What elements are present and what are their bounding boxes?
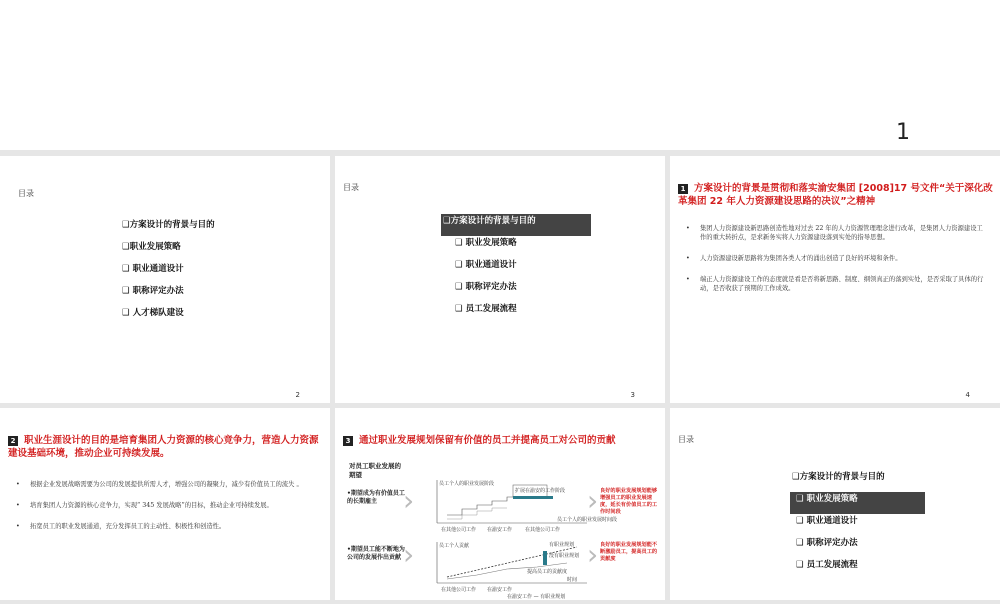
toc-item: ❑方案设计的背景与目的 bbox=[122, 220, 215, 230]
toc-title: 目录 bbox=[18, 189, 34, 198]
x-label: 在渝安工作 bbox=[487, 587, 513, 593]
chart-caption: 在渝安工作 — 有职业规划 bbox=[507, 594, 566, 600]
chevron-right-icon: › bbox=[587, 538, 599, 571]
expectation-label: •期望员工能不断地为公司的发展作出贡献 bbox=[347, 546, 405, 561]
box-label: 提高员工的贡献度 bbox=[527, 569, 568, 575]
series-label: 没有职业规划 bbox=[549, 553, 580, 559]
expectation-label: •期望成为有价值员工的长期雇主 bbox=[347, 490, 405, 505]
toc-item: ❑ 职称评定办法 bbox=[796, 538, 858, 548]
x-label: 在其他公司工作 bbox=[441, 527, 477, 533]
toc-item-active: ❑方案设计的背景与目的 bbox=[441, 214, 591, 236]
toc-item: ❑ 职业通道设计 bbox=[796, 516, 858, 526]
heading-text: 通过职业发展规划保留有价值的员工并提高员工对公司的贡献 bbox=[359, 435, 616, 446]
slide-heading bbox=[678, 182, 993, 208]
question-label: 对员工职业发展的期望 bbox=[349, 462, 401, 479]
benefit-note: 良好的职业发展规划能不断激励员工，提高员工的贡献度 bbox=[600, 542, 658, 562]
chevron-right-icon: › bbox=[587, 484, 599, 517]
bullet-item: • 集团人力资源建设新思路创造性地对过去 22 年的人力资源管理理念进行改革，是集团人力资源建设工作的重大转折点，是求新务实将人力资源建设落到实处的指导思想。 bbox=[686, 224, 986, 242]
chart-ylabel: 员工个人的职业发展阶段 bbox=[439, 481, 495, 487]
slide-heading bbox=[8, 434, 323, 460]
toc-title: 目录 bbox=[678, 435, 694, 444]
series-label: 有职业规划 bbox=[549, 542, 575, 548]
slide-page-number: 2 bbox=[295, 391, 300, 399]
toc-list bbox=[120, 218, 270, 328]
bullet-list bbox=[16, 480, 316, 543]
slide-thumbnail-6[interactable] bbox=[335, 408, 665, 600]
toc-item: ❑ 职业通道设计 bbox=[455, 260, 517, 270]
bullet-item: • 端正人力资源建设工作的态度就是看是否将新思路、制度、纲领真正的落到实处，是否采取了具体的行动，是否收获了预期的工作成效。 bbox=[686, 275, 986, 293]
benefit-note: 良好的职业发展规划能够增强员工的职业发展速度，延长有价值员工的工作时间段 bbox=[600, 488, 658, 515]
arrow-label: 扩展在渝安的工作阶段 bbox=[515, 488, 566, 494]
toc-item: ❑职业发展策略 bbox=[122, 242, 181, 252]
slide-page-number: 3 bbox=[630, 391, 635, 399]
toc-list bbox=[790, 470, 940, 580]
slide-thumbnail-3[interactable] bbox=[335, 156, 665, 403]
toc-item: ❑ 员工发展流程 bbox=[455, 304, 517, 314]
right-label: 员工个人的职业发展时间段 bbox=[557, 517, 618, 523]
slide-heading bbox=[343, 434, 658, 447]
chevron-right-icon: › bbox=[403, 484, 415, 517]
chart-ylabel: 员工个人贡献 bbox=[439, 543, 470, 549]
toc-list bbox=[441, 214, 591, 324]
toc-item: ❑方案设计的背景与目的 bbox=[792, 472, 885, 482]
page-number: 1 bbox=[896, 120, 910, 145]
toc-item-active: ❑ 职业发展策略 bbox=[790, 492, 925, 514]
toc-item: ❑ 职业通道设计 bbox=[122, 264, 184, 274]
axis-label: 时间 bbox=[567, 577, 578, 583]
slide-thumbnail-4[interactable] bbox=[670, 156, 1000, 403]
section-number: 2 bbox=[8, 436, 18, 446]
bullet-item: • 人力资源建设新思路将为集团各类人才的涌出创造了良好的环境和条件。 bbox=[686, 254, 986, 263]
bullet-item: • 拓宽员工的职业发展通道，充分发挥员工的主动性、积极性和创造性。 bbox=[16, 522, 316, 531]
heading-text: 方案设计的背景是贯彻和落实渝安集团 [2008]17 号文件“关于深化改革集团 22 年人力资源建设思路的决议”之精神 bbox=[678, 183, 993, 207]
slide-thumbnail-5[interactable] bbox=[0, 408, 330, 600]
toc-item: ❑ 人才梯队建设 bbox=[122, 308, 184, 318]
bullet-item: • 根据企业发展战略需要为公司的发展提供所需人才，增强公司的凝聚力，减少有价值员工的流失 。 bbox=[16, 480, 316, 489]
bullet-list bbox=[686, 224, 986, 305]
toc-item: ❑ 职称评定办法 bbox=[455, 282, 517, 292]
x-label: 在渝安工作 bbox=[487, 527, 513, 533]
slide-thumbnail-2[interactable] bbox=[0, 156, 330, 403]
title-slide[interactable] bbox=[0, 0, 1000, 150]
slide-thumbnail-7[interactable] bbox=[670, 408, 1000, 600]
section-number: 1 bbox=[678, 184, 688, 194]
chevron-right-icon: › bbox=[403, 538, 415, 571]
x-label: 在其他公司工作 bbox=[441, 587, 477, 593]
contribution-diagram bbox=[417, 532, 592, 604]
toc-item: ❑ 职业发展策略 bbox=[455, 238, 517, 248]
toc-item: ❑ 员工发展流程 bbox=[796, 560, 858, 570]
bullet-item: • 培育集团人力资源的核心竞争力，实现“ 345 发展战略”的目标，推动企业可持续发展。 bbox=[16, 501, 316, 510]
heading-text: 职业生涯设计的目的是培育集团人力资源的核心竞争力，营造人力资源建设基础环境，推动企业可持续发展。 bbox=[8, 435, 319, 459]
toc-item: ❑ 职称评定办法 bbox=[122, 286, 184, 296]
section-number: 3 bbox=[343, 436, 353, 446]
slide-page-number: 4 bbox=[965, 391, 970, 399]
x-label: 在其他公司工作 bbox=[525, 527, 561, 533]
toc-title: 目录 bbox=[343, 183, 359, 192]
